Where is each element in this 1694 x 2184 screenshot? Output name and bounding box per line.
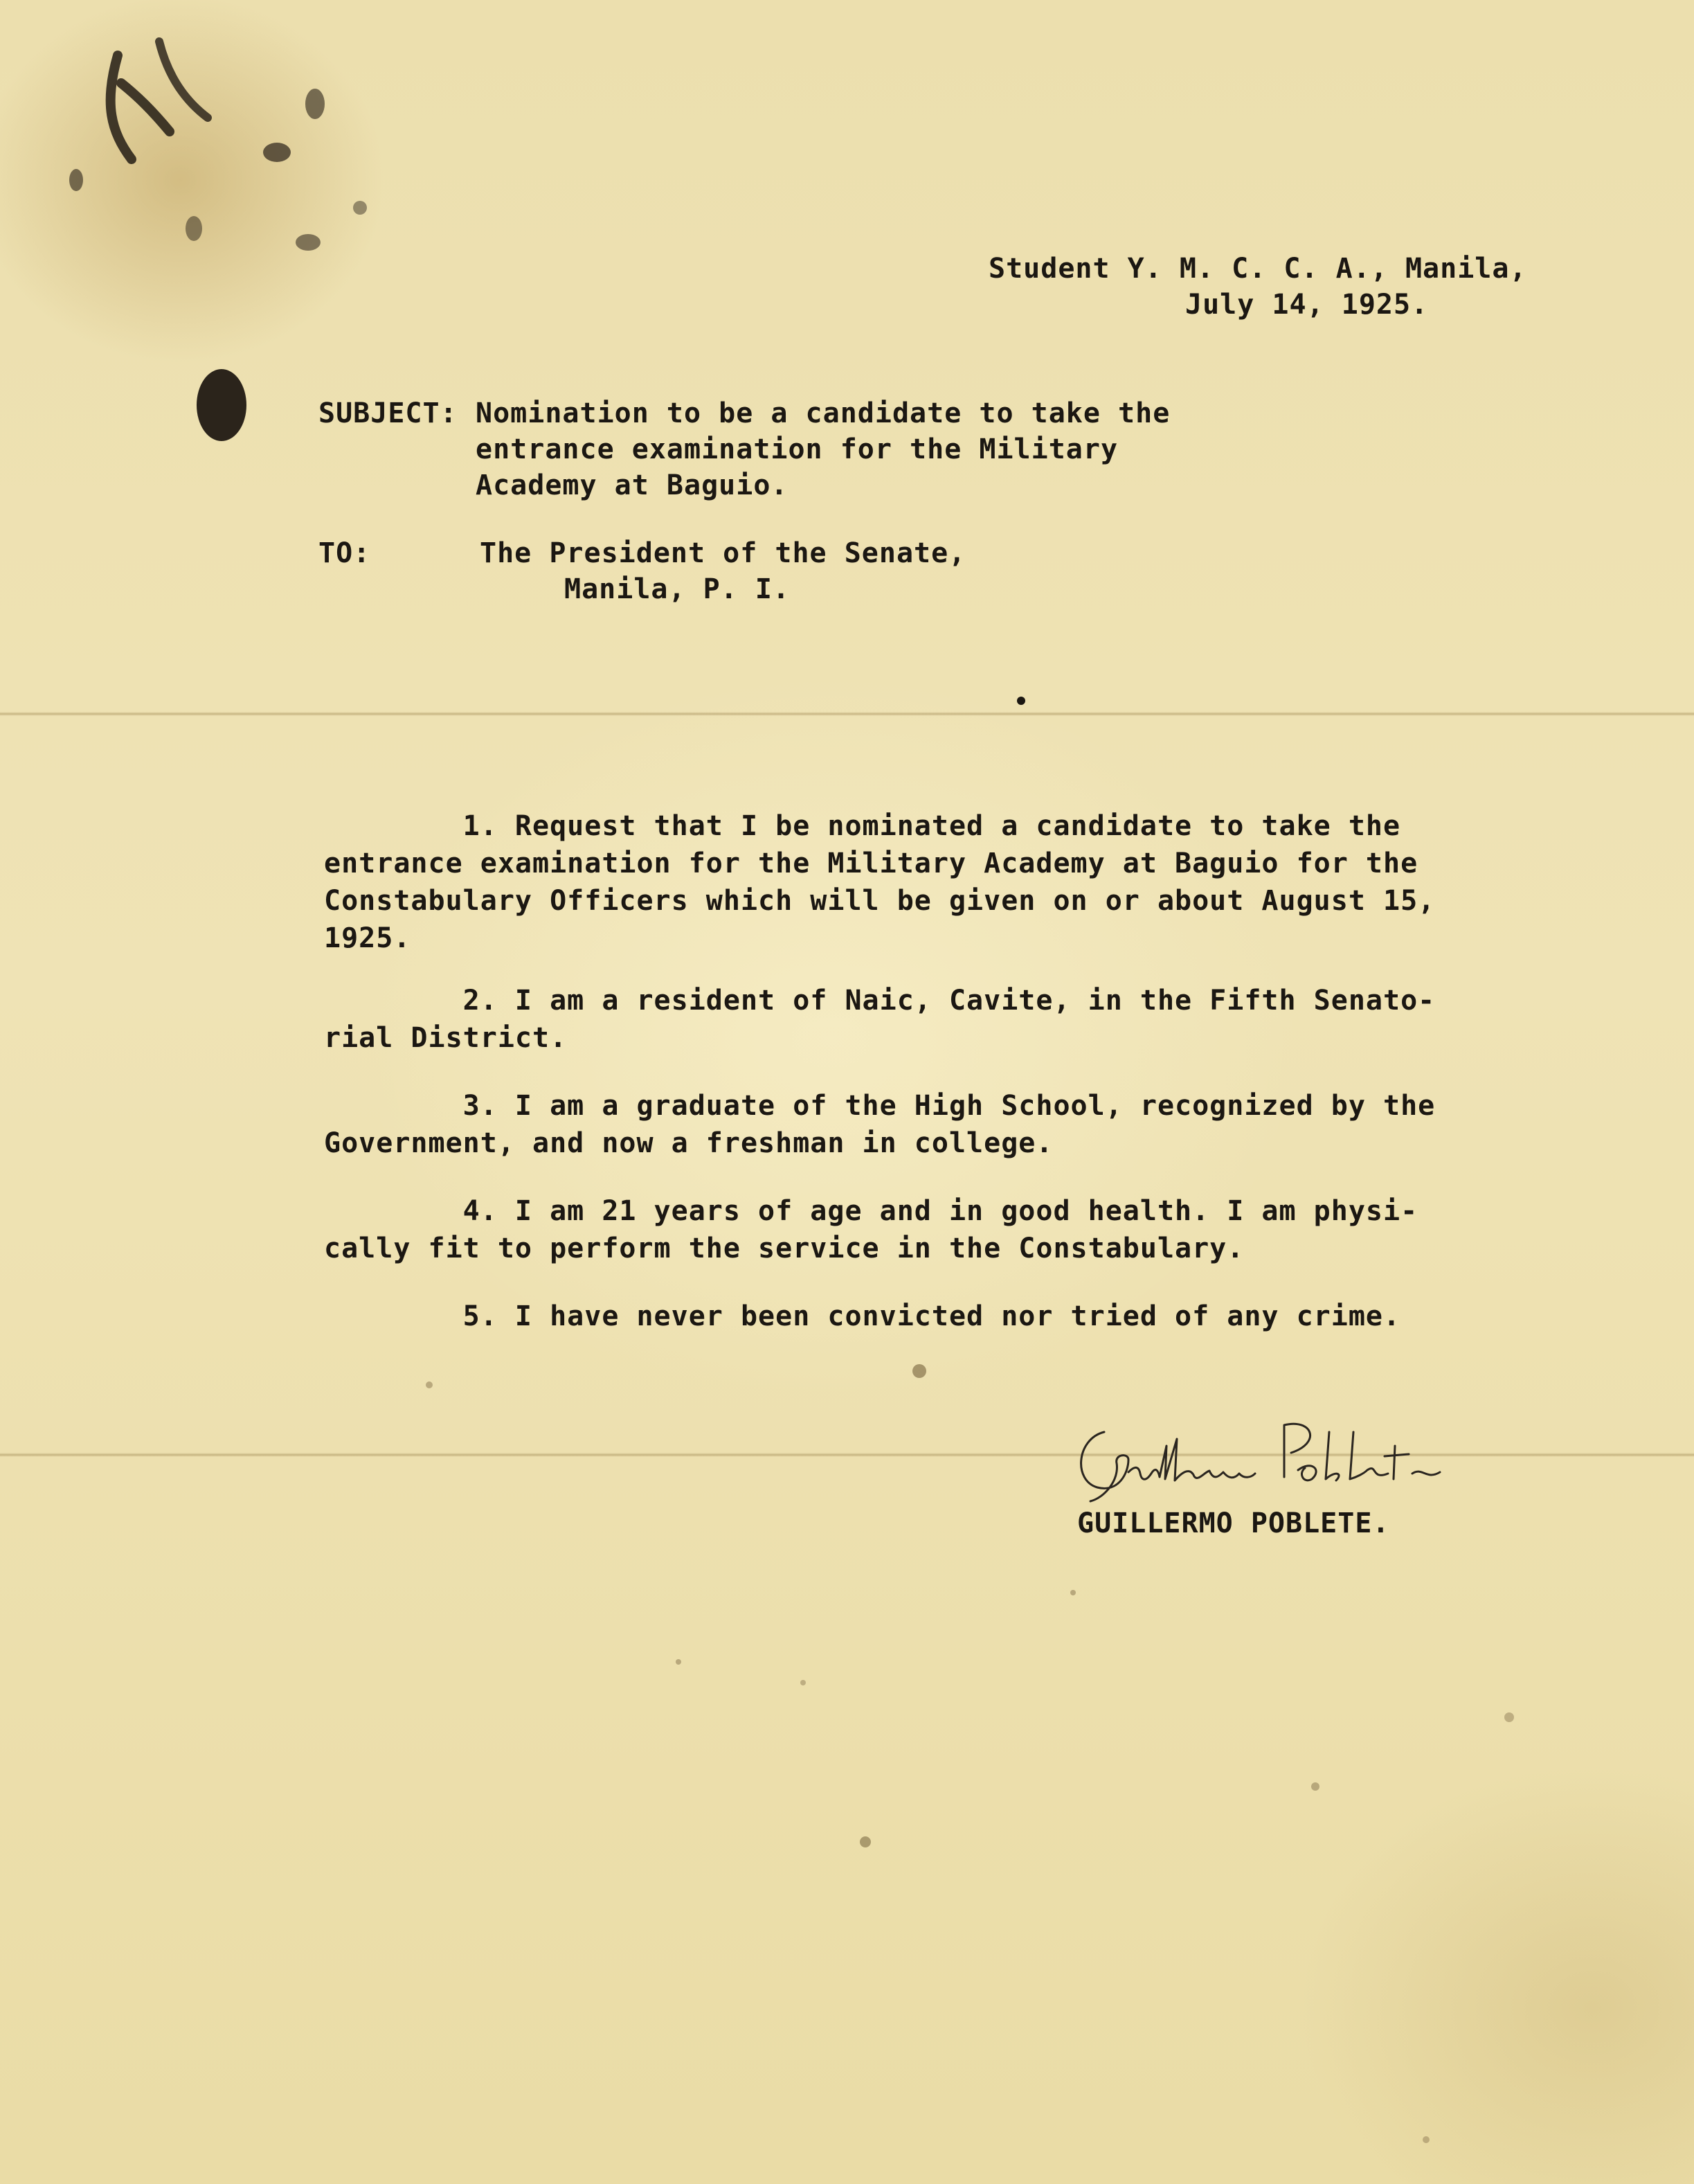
subject-label: SUBJECT:: [318, 397, 458, 429]
letter-date: July 14, 1925.: [1185, 289, 1429, 321]
to-label: TO:: [318, 537, 371, 569]
typed-name: GUILLERMO POBLETE.: [1077, 1507, 1390, 1539]
recipient-location: Manila, P. I.: [564, 573, 791, 605]
fold-crease-upper: [0, 712, 1694, 716]
paragraph-5: 5. I have never been convicted nor tried of any crime.: [324, 1300, 1401, 1332]
paragraph-3: 3. I am a graduate of the High School, recognized by the Government, and now a freshman in college.: [324, 1090, 1436, 1159]
paragraph-1: 1. Request that I be nominated a candidate to take the entrance examination for the Military Academy at Baguio for the Constabulary Officers which will be given on or about August 15, 1925.: [324, 810, 1436, 954]
subject-text: [476, 395, 1170, 503]
paragraph-2: 2. I am a resident of Naic, Cavite, in the Fifth Senato- rial District.: [324, 985, 1436, 1054]
letter-heading: Student Y. M. C. C. A., Manila,: [989, 253, 1527, 285]
subject-line: entrance examination for the Military: [476, 433, 1119, 465]
paragraph-4: 4. I am 21 years of age and in good health. I am physi- cally fit to perform the service in the Constabulary.: [324, 1195, 1418, 1264]
subject-line: Nomination to be a candidate to take the: [476, 397, 1171, 429]
subject-line: Academy at Baguio.: [476, 469, 789, 501]
recipient-title: The President of the Senate,: [480, 537, 966, 569]
handwritten-signature: [1063, 1404, 1450, 1508]
